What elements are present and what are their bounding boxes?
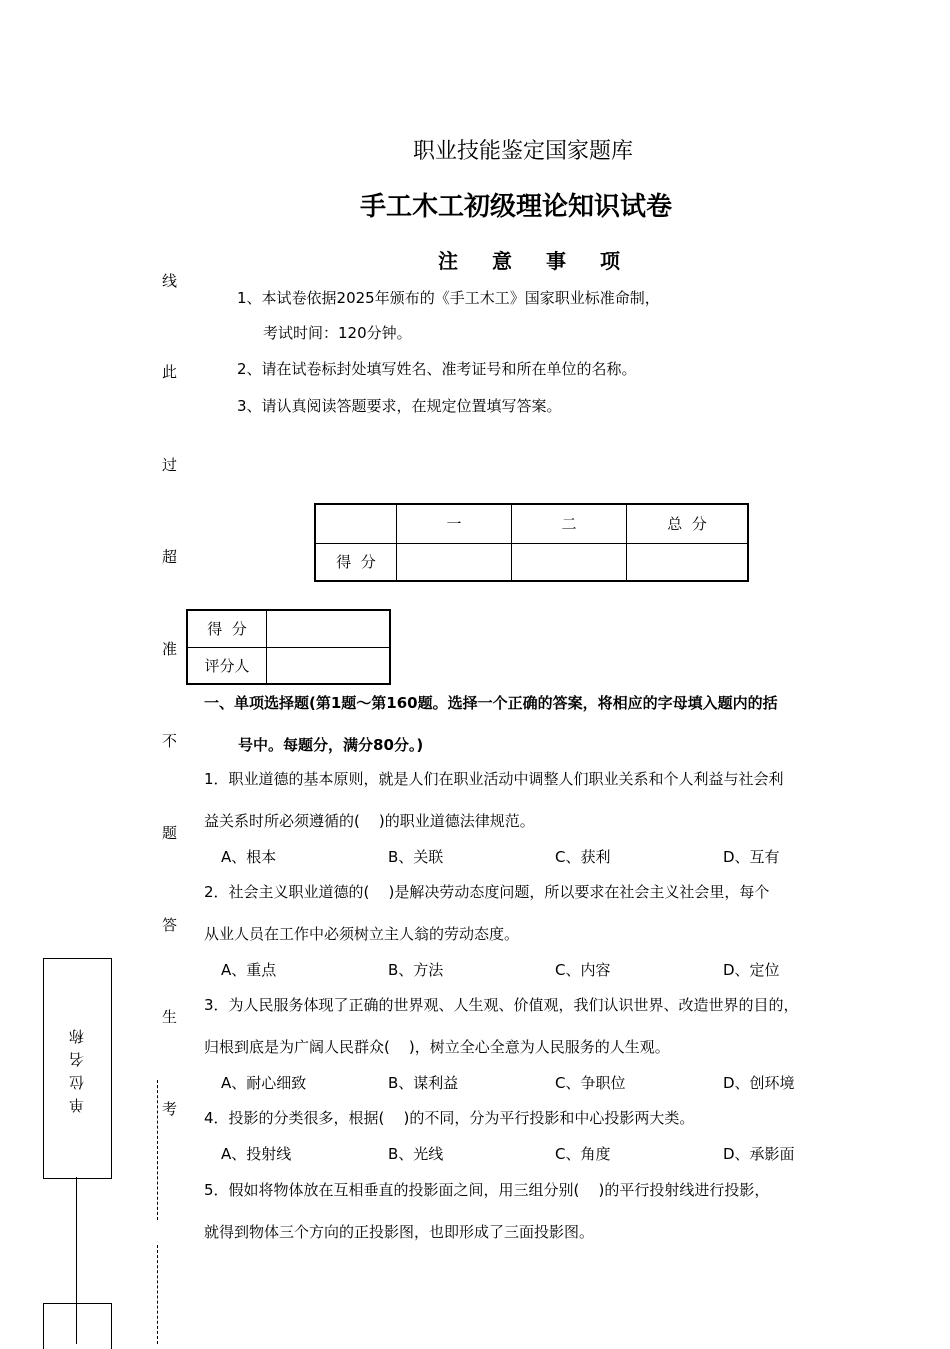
option-a[interactable]: A、重点 bbox=[221, 961, 277, 979]
option-a[interactable]: A、根本 bbox=[221, 848, 277, 866]
option-c[interactable]: C、角度 bbox=[555, 1145, 611, 1163]
name-box[interactable] bbox=[43, 1303, 112, 1349]
margin-char: 准 bbox=[162, 640, 178, 658]
notice-item: 2、请在试卷标封处填写姓名、准考证号和所在单位的名称。 bbox=[237, 360, 637, 378]
score-header-cell: 一 bbox=[397, 504, 512, 543]
question-text: 归根到底是为广阔人民群众( )，树立全心全意为人民服务的人生观。 bbox=[204, 1038, 670, 1056]
unit-name-box[interactable] bbox=[43, 958, 112, 1179]
option-a[interactable]: A、投射线 bbox=[221, 1145, 292, 1163]
score-header-cell: 二 bbox=[512, 504, 627, 543]
question-text: 从业人员在工作中必须树立主人翁的劳动态度。 bbox=[204, 925, 520, 943]
option-c[interactable]: C、争职位 bbox=[555, 1074, 626, 1092]
notice-item: 考试时间：120分钟。 bbox=[263, 324, 412, 342]
score-cell-section-1[interactable] bbox=[397, 543, 512, 581]
grader-name-label: 评分人 bbox=[187, 647, 267, 684]
margin-char: 不 bbox=[162, 732, 178, 750]
margin-char: 此 bbox=[162, 363, 178, 381]
score-cell-total[interactable] bbox=[627, 543, 749, 581]
question-text: 3．为人民服务体现了正确的世界观、人生观、价值观，我们认识世界、改造世界的目的， bbox=[204, 996, 799, 1014]
margin-char: 答 bbox=[162, 916, 178, 934]
section-heading: 一、单项选择题(第1题～第160题。选择一个正确的答案，将相应的字母填入题内的括 bbox=[204, 694, 778, 712]
margin-char: 生 bbox=[162, 1008, 178, 1026]
option-d[interactable]: D、定位 bbox=[723, 961, 780, 979]
margin-char: 过 bbox=[162, 456, 178, 474]
section-heading-cont: 号中。每题分，满分80分。) bbox=[238, 736, 424, 754]
option-a[interactable]: A、耐心细致 bbox=[221, 1074, 307, 1092]
option-b[interactable]: B、关联 bbox=[388, 848, 444, 866]
notice-item: 1、本试卷依据2025年颁布的《手工木工》国家职业标准命制， bbox=[237, 289, 660, 307]
option-d[interactable]: D、互有 bbox=[723, 848, 780, 866]
score-header-cell bbox=[315, 504, 397, 543]
margin-char: 题 bbox=[162, 824, 178, 842]
option-c[interactable]: C、内容 bbox=[555, 961, 611, 979]
question-text: 5．假如将物体放在互相垂直的投影面之间，用三组分别( )的平行投射线进行投影， bbox=[204, 1181, 770, 1199]
exam-title: 手工木工初级理论知识试卷 bbox=[360, 192, 673, 222]
grader-score-label: 得 分 bbox=[187, 610, 267, 647]
margin-char: 线 bbox=[162, 272, 178, 290]
question-text: 益关系时所必须遵循的( )的职业道德法律规范。 bbox=[204, 812, 535, 830]
score-table bbox=[314, 503, 749, 582]
unit-name-label: 单位名称 bbox=[68, 1021, 86, 1113]
option-b[interactable]: B、谋利益 bbox=[388, 1074, 459, 1092]
option-d[interactable]: D、承影面 bbox=[723, 1145, 795, 1163]
margin-dashed-line bbox=[157, 1245, 158, 1344]
score-header-cell: 总 分 bbox=[627, 504, 749, 543]
option-b[interactable]: B、方法 bbox=[388, 961, 444, 979]
grader-score-cell[interactable] bbox=[267, 610, 391, 647]
notice-title: 注意事项 bbox=[438, 249, 654, 273]
exam-header: 职业技能鉴定国家题库 bbox=[413, 139, 634, 164]
option-b[interactable]: B、光线 bbox=[388, 1145, 444, 1163]
margin-char: 考 bbox=[162, 1100, 178, 1118]
margin-char: 超 bbox=[162, 548, 178, 566]
score-cell-section-2[interactable] bbox=[512, 543, 627, 581]
option-d[interactable]: D、创环境 bbox=[723, 1074, 795, 1092]
margin-dashed-line bbox=[157, 1080, 158, 1220]
question-text: 就得到物体三个方向的正投影图，也即形成了三面投影图。 bbox=[204, 1223, 595, 1241]
notice-item: 3、请认真阅读答题要求，在规定位置填写答案。 bbox=[237, 397, 562, 415]
option-c[interactable]: C、获利 bbox=[555, 848, 611, 866]
question-text: 4．投影的分类很多，根据( )的不同，分为平行投影和中心投影两大类。 bbox=[204, 1109, 695, 1127]
question-text: 2．社会主义职业道德的( )是解决劳动态度问题，所以要求在社会主义社会里，每个 bbox=[204, 883, 770, 901]
score-row-label: 得 分 bbox=[315, 543, 397, 581]
question-text: 1．职业道德的基本原则，就是人们在职业活动中调整人们职业关系和个人利益与社会利 bbox=[204, 770, 784, 788]
grader-table bbox=[186, 609, 391, 685]
grader-name-cell[interactable] bbox=[267, 647, 391, 684]
